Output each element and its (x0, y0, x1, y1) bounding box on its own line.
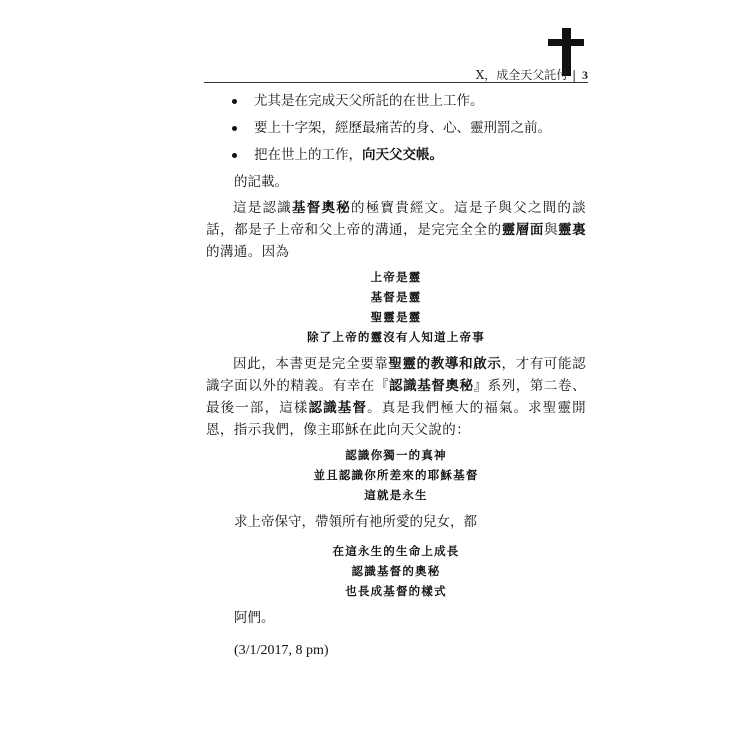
header-rule (204, 82, 588, 83)
date-line: (3/1/2017, 8 pm) (234, 643, 329, 658)
body-text (206, 90, 586, 662)
verse-line: 認識基督的奧秘 (351, 564, 441, 578)
verse-line: 基督是靈 (370, 290, 422, 304)
verse-block (206, 267, 586, 347)
running-head (476, 66, 588, 83)
list-item: 要上十字架，經歷最痛苦的身、心、靈刑罰之前。 (206, 117, 586, 144)
page-number: 3 (582, 68, 588, 82)
verse-line: 這就是永生 (364, 488, 428, 502)
bullet-icon (232, 126, 237, 131)
verse-line: 也長成基督的樣式 (345, 584, 447, 598)
list-item: 把在世上的工作，向天父交帳。 (206, 144, 586, 171)
bullet-list (206, 90, 586, 171)
verse-line: 認識你獨一的真神 (345, 448, 447, 462)
paragraph: 這是認識基督奧秘的極寶貴經文。這是子與父之間的談話，都是子上帝和父上帝的溝通，是完完全全的靈層面與靈裏的溝通。因為 (206, 200, 587, 260)
verse-line: 除了上帝的靈沒有人知道上帝事 (307, 330, 485, 344)
running-head-separator: | (572, 68, 577, 82)
amen-line: 阿們。 (234, 610, 275, 626)
verse-line: 在這永生的生命上成長 (332, 544, 460, 558)
record-line: 的記載。 (234, 174, 288, 190)
verse-block (206, 445, 586, 505)
running-title: X，成全天父託付 (475, 68, 569, 82)
verse-line: 聖靈是靈 (370, 310, 422, 324)
paragraph: 因此，本書更是完全要靠聖靈的教導和啟示，才有可能認識字面以外的精義。有幸在『認識基督奧秘』系列，第二卷、最後一部，這樣認識基督。真是我們極大的福氣。求聖靈開恩，指示我們，像主耶穌在此向天父說的： (206, 356, 586, 438)
bullet-icon (232, 99, 237, 104)
prayer-line: 求上帝保守，帶領所有祂所愛的兒女，都 (234, 514, 477, 530)
bullet-icon (232, 153, 237, 158)
verse-block (206, 541, 586, 601)
verse-line: 上帝是靈 (370, 270, 422, 284)
verse-line: 並且認識你所差來的耶穌基督 (313, 468, 479, 482)
list-item: 尤其是在完成天父所託的在世上工作。 (206, 90, 586, 117)
